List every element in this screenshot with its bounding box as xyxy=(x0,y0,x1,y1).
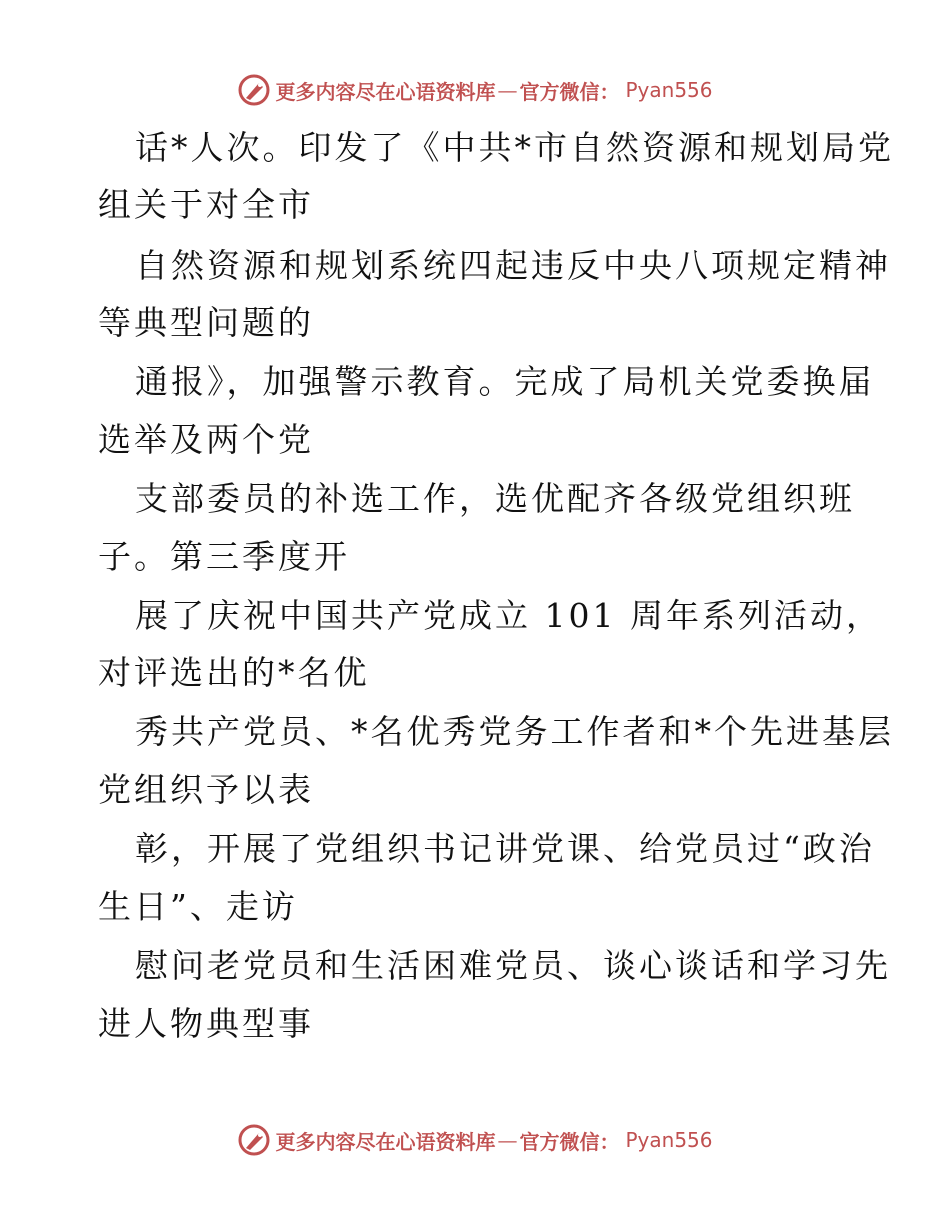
watermark-id: Pyan556 xyxy=(625,78,713,102)
body-line: 慰问老党员和生活困难党员、谈心谈话和学习先 xyxy=(135,946,891,985)
pen-nib-logo-icon xyxy=(237,73,271,107)
body-line: 进人物典型事 xyxy=(98,1004,314,1043)
body-line: 组关于对全市 xyxy=(98,185,314,224)
watermark-label: 官方微信： xyxy=(519,1129,620,1154)
body-line: 话*人次。印发了《中共*市自然资源和规划局党 xyxy=(135,128,894,167)
body-line: 子。第三季度开 xyxy=(98,537,350,576)
footer-watermark xyxy=(0,1120,950,1160)
body-line: 选举及两个党 xyxy=(98,420,314,459)
body-line: 等典型问题的 xyxy=(98,303,314,342)
body-line: 彰，开展了党组织书记讲党课、给党员过“政治 xyxy=(135,829,875,868)
header-watermark xyxy=(0,70,950,110)
watermark-id: Pyan556 xyxy=(625,1128,713,1152)
pen-nib-logo-icon xyxy=(237,1123,271,1157)
body-line: 秀共产党员、*名优秀党务工作者和*个先进基层 xyxy=(135,712,894,751)
body-line: 生日”、走访 xyxy=(98,887,298,926)
body-line: 通报》，加强警示教育。完成了局机关党委换届 xyxy=(135,362,875,401)
body-line: 自然资源和规划系统四起违反中央八项规定精神 xyxy=(135,246,891,285)
watermark-text: 更多内容尽在心语资料库 xyxy=(275,79,496,104)
watermark-text: 更多内容尽在心语资料库 xyxy=(275,1129,496,1154)
body-line: 党组织予以表 xyxy=(98,770,314,809)
watermark-separator: — xyxy=(497,78,518,102)
body-line: 对评选出的*名优 xyxy=(98,653,370,692)
body-line: 展了庆祝中国共产党成立 101 周年系列活动， xyxy=(135,596,882,635)
watermark-label: 官方微信： xyxy=(519,79,620,104)
watermark-separator: — xyxy=(497,1128,518,1152)
body-line: 支部委员的补选工作，选优配齐各级党组织班 xyxy=(135,479,855,518)
